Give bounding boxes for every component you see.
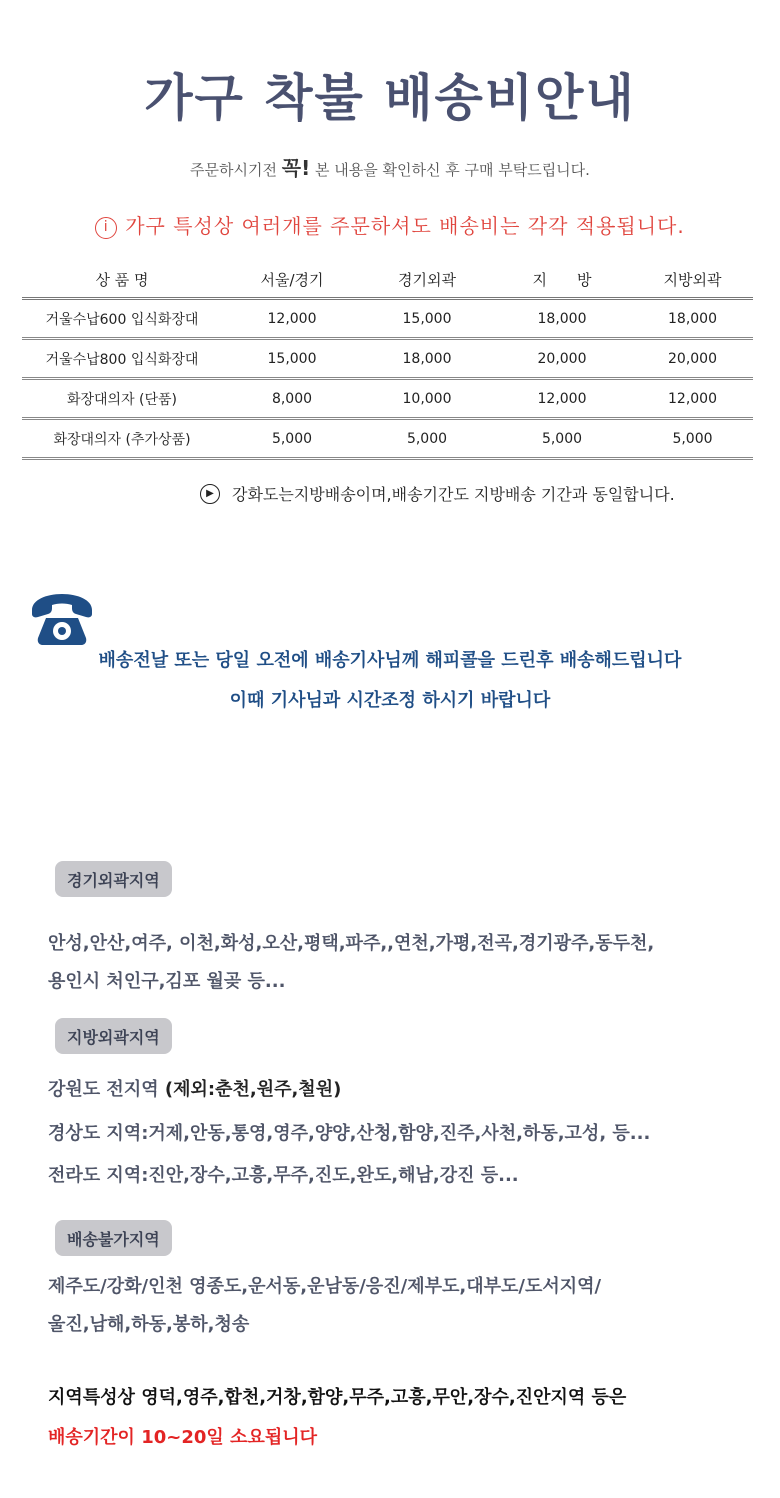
gangwon-text: 강원도 전지역: [48, 1079, 165, 1100]
price-cell: 5,000: [541, 430, 583, 447]
notice: [0, 210, 780, 239]
price-cell: 5,000: [406, 430, 448, 447]
telephone-icon: [28, 592, 96, 648]
badge-regional-outer: 지방외곽지역: [55, 1018, 172, 1054]
table-note-text: 강화도는지방배송이며,배송기간도 지방배송 기간과 동일합니다.: [232, 485, 675, 504]
subtitle-before: 주문하시기전: [190, 161, 282, 179]
badge-unavailable: 배송불가지역: [55, 1220, 172, 1256]
badge-gyeonggi-outer: 경기외곽지역: [55, 861, 172, 897]
price-cell: 18,000: [402, 350, 452, 367]
subtitle-after: 본 내용을 확인하신 후 구매 부탁드립니다.: [310, 161, 590, 179]
table-header: [22, 262, 753, 300]
header-regional: 지 방: [532, 271, 592, 289]
arrow-right-circle-icon: ▶: [200, 484, 220, 504]
product-name: 거울수납600 입식화장대: [45, 311, 199, 328]
price-cell: 18,000: [537, 310, 587, 327]
price-cell: 5,000: [672, 430, 713, 447]
price-cell: 8,000: [271, 390, 313, 407]
gyeonggi-areas-line1: 안성,안산,여주, 이천,화성,오산,평택,파주,,연천,가평,전곡,경기광주,동두천,: [48, 933, 655, 954]
header-product: 상 품 명: [95, 271, 149, 289]
table-row: [22, 300, 753, 340]
header-gyeonggi-outer: 경기외곽: [398, 271, 456, 289]
page-title: 가구 착불 배송비안내: [144, 69, 636, 127]
subtitle-emphasis: 꼭!: [281, 156, 311, 180]
table-row: [22, 380, 753, 420]
header-seoul: 서울/경기: [260, 271, 324, 289]
info-icon: i: [95, 217, 117, 239]
price-cell: 10,000: [402, 390, 452, 407]
price-cell: 18,000: [668, 310, 717, 327]
table-row: [22, 420, 753, 460]
product-name: 화장대의자 (단품): [66, 391, 178, 408]
notice-text: 가구 특성상 여러개를 주문하셔도 배송비는 각각 적용됩니다.: [125, 214, 685, 238]
subtitle: [0, 152, 780, 181]
header-regional-outer: 지방외곽: [663, 271, 722, 289]
long-delivery-line1: 지역특성상 영덕,영주,합천,거창,함양,무주,고흥,무안,장수,진안지역 등은: [48, 1387, 627, 1408]
price-cell: 15,000: [267, 350, 317, 367]
price-cell: 5,000: [271, 430, 313, 447]
gyeonggi-areas-line2: 용인시 처인구,김포 월곶 등...: [48, 971, 286, 992]
price-cell: 20,000: [668, 350, 717, 367]
jeolla-line: 전라도 지역:진안,장수,고흥,무주,진도,완도,해남,강진 등...: [48, 1165, 519, 1186]
table-row: [22, 340, 753, 380]
happy-call-line1: 배송전날 또는 당일 오전에 배송기사님께 해피콜을 드린후 배송해드립니다: [98, 650, 682, 671]
happy-call-line2: 이때 기사님과 시간조정 하시기 바랍니다: [229, 690, 551, 711]
gangwon-line: [48, 1071, 758, 1109]
price-cell: 12,000: [537, 390, 587, 407]
price-cell: 12,000: [267, 310, 317, 327]
shipping-fee-table: [22, 262, 753, 460]
product-name: 거울수납800 입식화장대: [45, 351, 199, 368]
product-name: 화장대의자 (추가상품): [53, 431, 191, 448]
unavailable-line1: 제주도/강화/인천 영종도,운서동,운남동/응진/제부도,대부도/도서지역/: [48, 1276, 602, 1297]
price-cell: 15,000: [402, 310, 452, 327]
gyeongsang-line: 경상도 지역:거제,안동,통영,영주,양양,산청,함양,진주,사천,하동,고성, 등...: [48, 1123, 651, 1144]
price-cell: 20,000: [537, 350, 587, 367]
gangwon-exclusion: (제외:춘천,원주,철원): [164, 1079, 342, 1100]
unavailable-line2: 울진,남해,하동,봉하,청송: [48, 1314, 250, 1335]
table-note: [200, 482, 760, 505]
price-cell: 12,000: [668, 390, 717, 407]
long-delivery-line2: 배송기간이 10~20일 소요됩니다: [48, 1427, 317, 1448]
